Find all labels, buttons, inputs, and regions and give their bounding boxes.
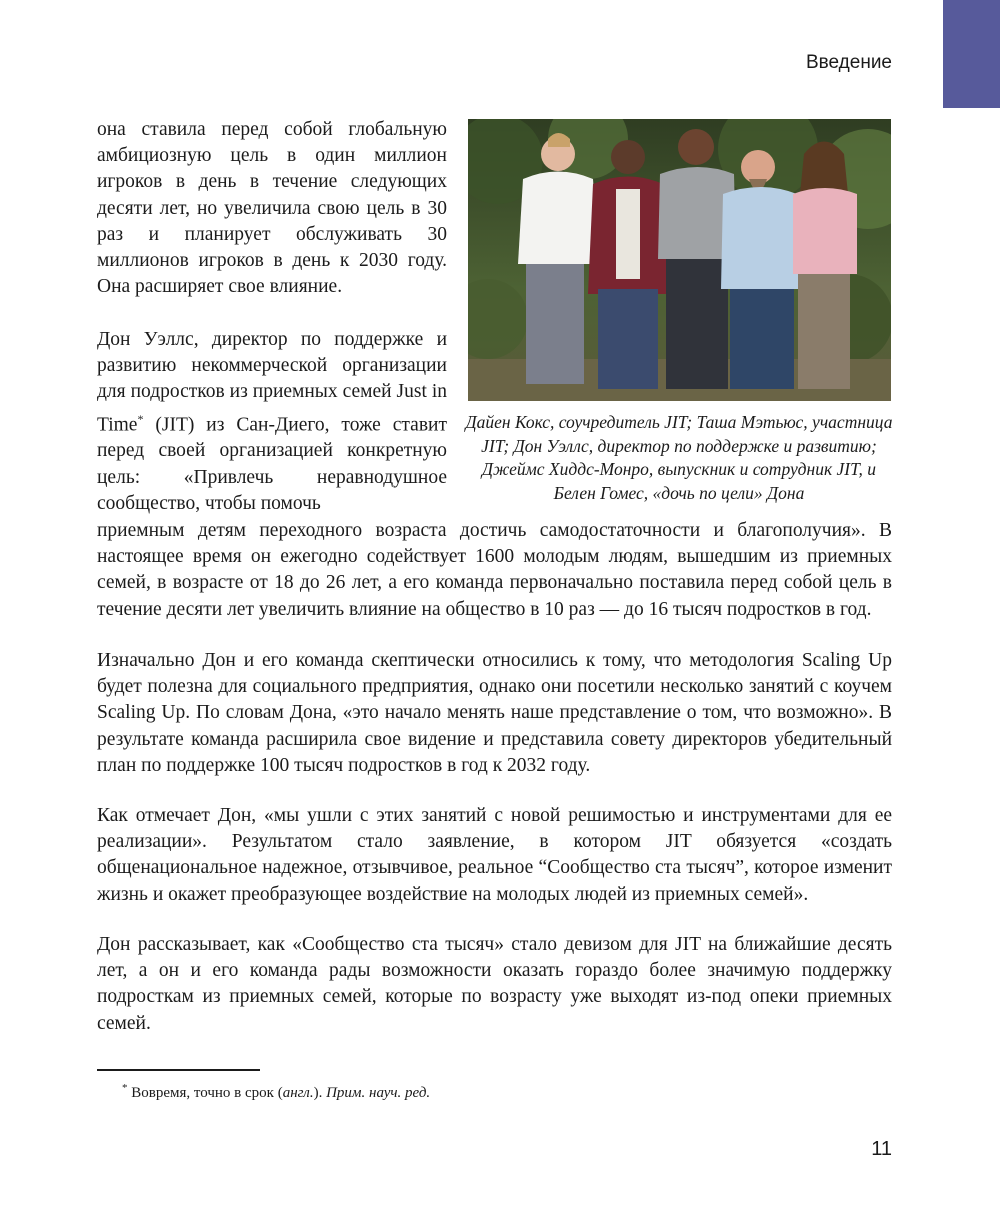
photo-caption: Дайен Кокс, соучредитель JIT; Таша Мэтьюс, участница JIT; Дон Уэллс, директор по поддержке и развитию; Джеймс Хиддс-Монро, выпускник и сотрудник JIT, и Белен Гомес, «дочь по цели» Дона (465, 412, 893, 503)
section-title: Введение (805, 52, 892, 73)
paragraph-2 (97, 327, 447, 517)
paragraph-2-part2: (JIT) из Сан-Диего, тоже ставит перед своей организацией конкретную цель: «Привлечь неравнодушное сообщество, чтобы помочь (97, 414, 447, 514)
footnote-divider (97, 1069, 260, 1071)
footnote-text: Вовремя, точно в срок ( (127, 1085, 283, 1101)
footnote-lang: англ. (282, 1085, 314, 1101)
paragraph-2-part1: Дон Уэллс, директор по поддержке и развитию некоммерческой организации для подростков из приемных семей Just in Time (97, 329, 447, 436)
paragraph-1: она ставила перед собой глобальную амбициозную цель в один миллион игроков в день в течение следующих десяти лет, но увеличила свою цель в 30 раз и планирует обслуживать 30 миллионов игроков в день к 2030 году. Она расширяет свое влияние. (97, 119, 447, 298)
group-photo-image (468, 119, 891, 401)
footnote-text-2: ). (313, 1085, 327, 1101)
footnote-editor-note: Прим. науч. ред. (326, 1085, 431, 1101)
paragraph-3: Изначально Дон и его команда скептически относились к тому, что методология Scaling Up будет полезна для социального предприятия, однако они посетили несколько занятий с коучем Scaling Up. По словам Дона, «это начало менять наше представление о том, что возможно». В результате команда расширила свое видение и представила совету директоров убедительный план по поддержке 100 тысяч подростков в год к 2032 году. (97, 650, 892, 776)
paragraph-4: Как отмечает Дон, «мы ушли с этих занятий с новой решимостью и инструментами для ее реализации». Результатом стало заявление, в котором JIT обязуется «создать общенациональное надежное, отзывчивое, реальное “Сообщество ста тысяч”, которое изменит жизнь и окажет преобразующее воздействие на молодых людей из приемных семей». (97, 805, 892, 905)
footnote (122, 1082, 430, 1102)
group-photo (468, 119, 891, 401)
paragraph-5: Дон рассказывает, как «Сообщество ста тысяч» стало девизом для JIT на ближайшие десять лет, а он и его команда рады возможности оказать гораздо более значимую поддержку подросткам из приемных семей, которые по возрасту уже выходят из-под опеки приемных семей. (97, 934, 892, 1034)
paragraph-2-continuation: приемным детям переходного возраста достичь самодостаточности и благополучия». В настоящее время он ежегодно содействует 1600 молодым людям, вышедшим из приемных семей, в возрасте от 18 до 26 лет, а его команда первоначально поставила перед собой цель в течение десяти лет увеличить влияние на общество в 10 раз — до 16 тысяч подростков в год. (97, 520, 892, 620)
chapter-tab (943, 0, 1000, 108)
footnote-reference: * (137, 411, 144, 426)
page-number: 11 (871, 1138, 892, 1160)
footnote-mark: * (122, 1082, 128, 1094)
